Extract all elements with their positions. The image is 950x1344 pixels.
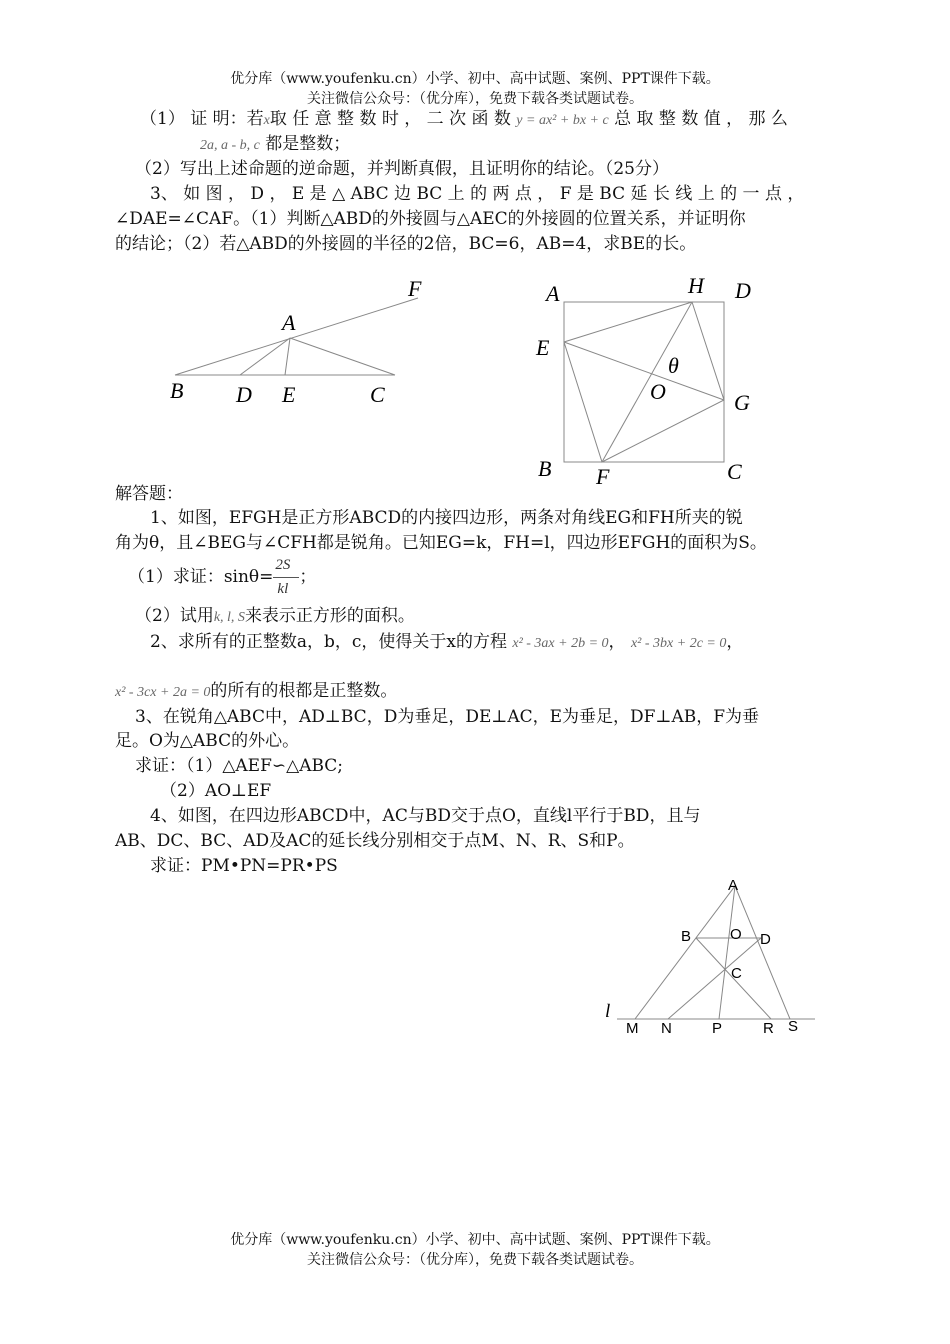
problem-3-line-2: ∠DAE=∠CAF。（1）判断△ABD的外接圆与△AEC的外接圆的位置关系，并证明你	[115, 209, 746, 229]
quadratic-formula: y = ax² + bx + c	[516, 113, 609, 128]
math-vars: k, l, S	[213, 610, 245, 625]
problem-1-part-1	[140, 108, 788, 132]
label-c: C	[727, 459, 742, 484]
solution-1-line-1: 1、如图，EFGH是正方形ABCD的内接四边形，两条对角线EG和FH所夹的锐	[150, 508, 743, 528]
problem-3-line-3: 的结论；（2）若△ABD的外接圆的半径的2倍，BC=6，AB=4，求BE的长。	[115, 234, 697, 254]
label-h: H	[688, 273, 704, 298]
label-e: E	[282, 382, 296, 407]
text: （1）求证：sinθ=	[128, 567, 274, 587]
text: 取 任 意 整 数 时 ， 二 次 函 数	[269, 109, 511, 129]
solution-1-part-1	[128, 557, 317, 597]
text: ；	[299, 567, 317, 587]
equation-2: x² - 3bx + 2c = 0	[630, 636, 727, 651]
fraction-2s-kl	[273, 557, 299, 597]
header-line-1: 优分库（www.youfenku.cn）小学、初中、高中试题、案例、PPT课件下载。	[230, 71, 720, 87]
label-a: A	[546, 281, 560, 306]
label-n: N	[661, 1020, 672, 1037]
header-line-2: 关注微信公众号：（优分库），免费下载各类试题试卷。	[307, 91, 643, 107]
label-f: F	[596, 464, 610, 489]
text: （2）试用	[135, 606, 214, 626]
text: 都是整数；	[265, 134, 351, 154]
line-af	[175, 298, 418, 375]
solutions-heading: 解答题：	[115, 484, 183, 504]
label-d: D	[735, 278, 751, 303]
solution-3-line-4: （2）AO⊥EF	[160, 781, 272, 801]
text: （1） 证 明：若	[140, 109, 264, 129]
solution-4-line-3: 求证：PM•PN=PR•PS	[150, 856, 338, 876]
footer-line-1: 优分库（www.youfenku.cn）小学、初中、高中试题、案例、PPT课件下载。	[230, 1232, 720, 1248]
math-vars: 2a, a - b, c	[200, 138, 260, 153]
equation-3: x² - 3cx + 2a = 0	[115, 685, 211, 700]
equation-1: x² - 3ax + 2b = 0	[512, 636, 609, 651]
line-am	[635, 886, 735, 1019]
label-theta: θ	[668, 353, 679, 378]
figure-quadrilateral-abcd	[595, 870, 825, 1045]
text: 的所有的根都是正整数。	[210, 681, 398, 701]
text: ，	[726, 632, 744, 652]
figure-square-efgh	[530, 270, 760, 490]
label-c: C	[370, 382, 385, 407]
label-d: D	[236, 382, 252, 407]
label-p: P	[712, 1020, 723, 1037]
label-e: E	[536, 335, 550, 360]
footer-line-2: 关注微信公众号：（优分库），免费下载各类试题试卷。	[307, 1252, 643, 1268]
line-dc-n	[668, 938, 761, 1019]
label-c: C	[731, 965, 742, 982]
text: ，	[608, 632, 626, 652]
problem-1-part-2: （2）写出上述命题的逆命题，并判断真假，且证明你的结论。（25分）	[135, 159, 669, 179]
text: 来表示正方形的面积。	[244, 606, 415, 626]
quad-efgh	[564, 302, 724, 462]
label-b: B	[538, 456, 552, 481]
solution-4-line-2: AB、DC、BC、AD及AC的延长线分别相交于点M、N、R、S和P。	[115, 831, 635, 851]
label-b: B	[681, 928, 692, 945]
solution-1-line-2: 角为θ，且∠BEG与∠CFH都是锐角。已知EG=k，FH=l，四边形EFGH的面积为S。	[115, 533, 767, 553]
label-l: l	[605, 1001, 611, 1022]
label-s: S	[788, 1018, 799, 1035]
label-m: M	[626, 1020, 639, 1037]
line-ap	[719, 886, 735, 1019]
fraction-numerator: 2S	[275, 557, 291, 573]
solution-2-line-1	[150, 631, 743, 655]
solution-2-line-2	[115, 680, 397, 704]
line-ad	[240, 338, 290, 375]
label-b: B	[170, 378, 184, 403]
problem-3-line-1: 3、 如 图 ， D ， E 是 △ ABC 边 BC 上 的 两 点 ， F 是 BC 延 长 线 上 的 一 点 ，	[150, 184, 805, 204]
solution-4-line-1: 4、如图，在四边形ABCD中，AC与BD交于点O，直线l平行于BD，且与	[150, 806, 701, 826]
label-a: A	[728, 877, 739, 894]
label-o: O	[730, 926, 742, 943]
line-as	[735, 886, 790, 1019]
solution-3-line-3: 求证：（1）△AEF∽△ABC;	[135, 756, 344, 776]
line-ac	[290, 338, 395, 375]
solution-3-line-1: 3、在锐角△ABC中，AD⊥BC，D为垂足，DE⊥AC，E为垂足，DF⊥AB，F为垂	[135, 707, 760, 727]
text: 总 取 整 数 值 ， 那 么	[614, 109, 788, 129]
line-ae	[285, 338, 290, 375]
text: 2、求所有的正整数a，b，c，使得关于x的方程	[150, 632, 507, 652]
figure-triangle-abc	[160, 270, 440, 415]
label-f: F	[408, 276, 422, 301]
problem-1-vars-line	[200, 133, 350, 157]
label-d: D	[760, 931, 771, 948]
label-a: A	[282, 310, 296, 335]
label-o: O	[650, 379, 666, 404]
solution-3-line-2: 足。O为△ABC的外心。	[115, 731, 300, 751]
solution-1-part-2	[135, 605, 415, 629]
label-r: R	[763, 1020, 774, 1037]
math-x: x	[263, 113, 270, 128]
label-g: G	[734, 390, 750, 415]
fraction-denominator: kl	[277, 581, 289, 597]
diagonal-eg	[564, 342, 724, 400]
